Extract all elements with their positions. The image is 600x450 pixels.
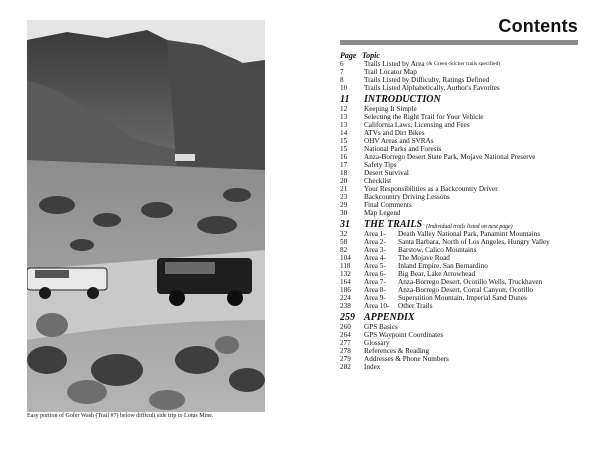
toc-page-number: 238 [340, 302, 351, 310]
toc-topic: GPS Basics [364, 323, 398, 331]
toc-topic: Santa Barbara, North of Los Angeles, Hungry Valley [398, 238, 550, 246]
toc-page-number: 30 [340, 209, 348, 217]
toc-entry[interactable] [340, 294, 580, 302]
toc-page-number: 20 [340, 177, 348, 185]
toc-entry[interactable] [340, 262, 580, 270]
toc-page-number: 264 [340, 331, 351, 339]
toc-page-number: 58 [340, 238, 348, 246]
toc-entry[interactable] [340, 254, 580, 262]
toc-page-number: 10 [340, 84, 348, 92]
toc-area-label: Area 3- [364, 246, 386, 254]
toc-topic: Safety Tips [364, 161, 397, 169]
toc-page-number: 224 [340, 294, 351, 302]
toc-topic: References & Reading [364, 347, 430, 355]
section-heading-appendix[interactable] [340, 310, 580, 323]
toc-entry[interactable] [340, 68, 580, 76]
toc-entry[interactable] [340, 331, 580, 339]
toc-entry[interactable] [340, 278, 580, 286]
section-heading-the-trails[interactable] [340, 217, 580, 230]
section-page-number: 31 [340, 219, 350, 230]
section-heading-introduction[interactable] [340, 92, 580, 105]
toc-topic: Barstow, Calico Mountains [398, 246, 477, 254]
toc-entry[interactable] [340, 347, 580, 355]
toc-page-number: 32 [340, 230, 348, 238]
photo-illustration [27, 20, 265, 412]
toc-topic: OHV Areas and SVRAs [364, 137, 434, 145]
toc-area-label: Area 10- [364, 302, 390, 310]
toc-entry[interactable] [340, 270, 580, 278]
toc-entry[interactable] [340, 169, 580, 177]
toc-topic: Other Trails [398, 302, 433, 310]
toc-page-number: 7 [340, 68, 344, 76]
toc-page-number: 14 [340, 129, 348, 137]
distant-vehicle [175, 154, 195, 161]
toc-entry[interactable] [340, 323, 580, 331]
toc-topic: Keeping It Simple [364, 105, 417, 113]
section-page-number: 259 [340, 312, 355, 323]
toc-area-label: Area 5- [364, 262, 386, 270]
toc-area-label: Area 8- [364, 286, 386, 294]
toc-page-number: 17 [340, 161, 348, 169]
toc-topic: Backcountry Driving Lessons [364, 193, 450, 201]
toc-page-number: 260 [340, 323, 351, 331]
toc-entry[interactable] [340, 145, 580, 153]
toc-entry[interactable] [340, 355, 580, 363]
toc-entry[interactable] [340, 153, 580, 161]
toc-topic: Glossary [364, 339, 390, 347]
toc-page-number: 13 [340, 121, 348, 129]
trail-photo [27, 20, 265, 412]
page-title: Contents [498, 16, 578, 36]
toc-area-label: Area 7- [364, 278, 386, 286]
toc-entry[interactable] [340, 185, 580, 193]
toc-topic: Final Comments [364, 201, 412, 209]
toc-entry[interactable] [340, 60, 580, 68]
toc-entry[interactable] [340, 286, 580, 294]
toc-topic: National Parks and Forests [364, 145, 442, 153]
toc-page-number: 29 [340, 201, 348, 209]
toc-topic: Trails Listed Alphabetically, Author's Favorites [364, 84, 500, 92]
toc-page-number: 282 [340, 363, 351, 371]
toc-area-label: Area 2- [364, 238, 386, 246]
toc-topic: California Laws, Licensing and Fees [364, 121, 470, 129]
toc-page-number: 15 [340, 145, 348, 153]
toc-page-number: 104 [340, 254, 351, 262]
toc-page-number: 8 [340, 76, 344, 84]
toc-topic: Map Legend [364, 209, 401, 217]
toc-topic: Death Valley National Park, Panamint Mountains [398, 230, 540, 238]
toc-entry[interactable] [340, 201, 580, 209]
toc-page-number: 132 [340, 270, 351, 278]
toc-page-number: 16 [340, 153, 348, 161]
toc-entry[interactable] [340, 193, 580, 201]
toc-topic: Anza-Borrego Desert State Park, Mojave National Preserve [364, 153, 536, 161]
toc-entry[interactable] [340, 105, 580, 113]
toc-header-page: Page [340, 51, 357, 60]
toc-topic: Anza-Borrego Desert, Corral Canyon, Ocotillo [398, 286, 533, 294]
toc-area-label: Area 6- [364, 270, 386, 278]
toc-topic: Addresses & Phone Numbers [364, 355, 449, 363]
toc-entry[interactable] [340, 113, 580, 121]
toc-page-number: 15 [340, 137, 348, 145]
toc-topic: Big Bear, Lake Arrowhead [398, 270, 476, 278]
toc-page-number: 186 [340, 286, 351, 294]
toc-header [340, 49, 580, 60]
toc-page-number: 18 [340, 169, 348, 177]
toc-entry[interactable] [340, 121, 580, 129]
toc-entry[interactable] [340, 246, 580, 254]
toc-page-number: 118 [340, 262, 351, 270]
toc-entry[interactable] [340, 84, 580, 92]
toc-page-number: 277 [340, 339, 351, 347]
toc-entry[interactable] [340, 363, 580, 371]
toc-note: (& Green-Sticker trails specified) [426, 61, 501, 67]
toc-topic: Trails Listed by Difficulty, Ratings Defined [364, 76, 490, 84]
toc-topic: GPS Waypoint Coordinates [364, 331, 444, 339]
toc-page-number: 164 [340, 278, 351, 286]
toc-entry[interactable] [340, 161, 580, 169]
toc-entry[interactable] [340, 177, 580, 185]
toc-topic: Index [364, 363, 381, 371]
toc-entry[interactable] [340, 76, 580, 84]
toc-topic: Inland Empire, San Bernardino [398, 262, 488, 270]
toc-page-number: 6 [340, 60, 344, 68]
photo-caption: Easy portion of Gofer Wash (Trail #7) below difficult side trip to Lotus Mine. [27, 413, 214, 419]
toc-topic: Selecting the Right Trail for Your Vehicle [364, 113, 484, 121]
toc-page-number: 278 [340, 347, 351, 355]
toc-topic: Checklist [364, 177, 392, 185]
toc-page-number: 13 [340, 113, 348, 121]
section-page-number: 11 [340, 94, 350, 105]
toc-topic: Trail Locator Map [364, 68, 417, 76]
toc-topic: Trails Listed by Area [364, 60, 425, 68]
section-note: (Individual trails listed on next page) [426, 224, 513, 230]
section-title: THE TRAILS [364, 219, 423, 230]
toc-entry[interactable] [340, 339, 580, 347]
toc-entry[interactable] [340, 302, 580, 310]
toc-entry[interactable] [340, 209, 580, 217]
toc-entry[interactable] [340, 137, 580, 145]
toc-entry[interactable] [340, 238, 580, 246]
toc-area-label: Area 4- [364, 254, 386, 262]
title-rule [340, 40, 578, 45]
toc-header-topic: Topic [362, 51, 380, 60]
toc-page-number: 12 [340, 105, 348, 113]
toc-page-number: 21 [340, 185, 348, 193]
toc-area-label: Area 1- [364, 230, 386, 238]
toc-entry[interactable] [340, 230, 580, 238]
toc-topic: Superstition Mountain, Imperial Sand Dunes [398, 294, 527, 302]
toc-page-number: 23 [340, 193, 348, 201]
toc-entry[interactable] [340, 129, 580, 137]
toc-page-number: 279 [340, 355, 351, 363]
toc-topic: Your Responsibilities as a Backcountry Driver [364, 185, 498, 193]
section-title: APPENDIX [364, 312, 415, 323]
toc-topic: Anza-Borrego Desert, Ocotillo Wells, Truckhaven [398, 278, 543, 286]
toc-topic: Desert Survival [364, 169, 409, 177]
toc-page-number: 82 [340, 246, 348, 254]
section-title: INTRODUCTION [364, 94, 441, 105]
toc-topic: The Mojave Road [398, 254, 450, 262]
toc-topic: ATVs and Dirt Bikes [364, 129, 425, 137]
toc-area-label: Area 9- [364, 294, 386, 302]
table-of-contents [340, 49, 580, 371]
